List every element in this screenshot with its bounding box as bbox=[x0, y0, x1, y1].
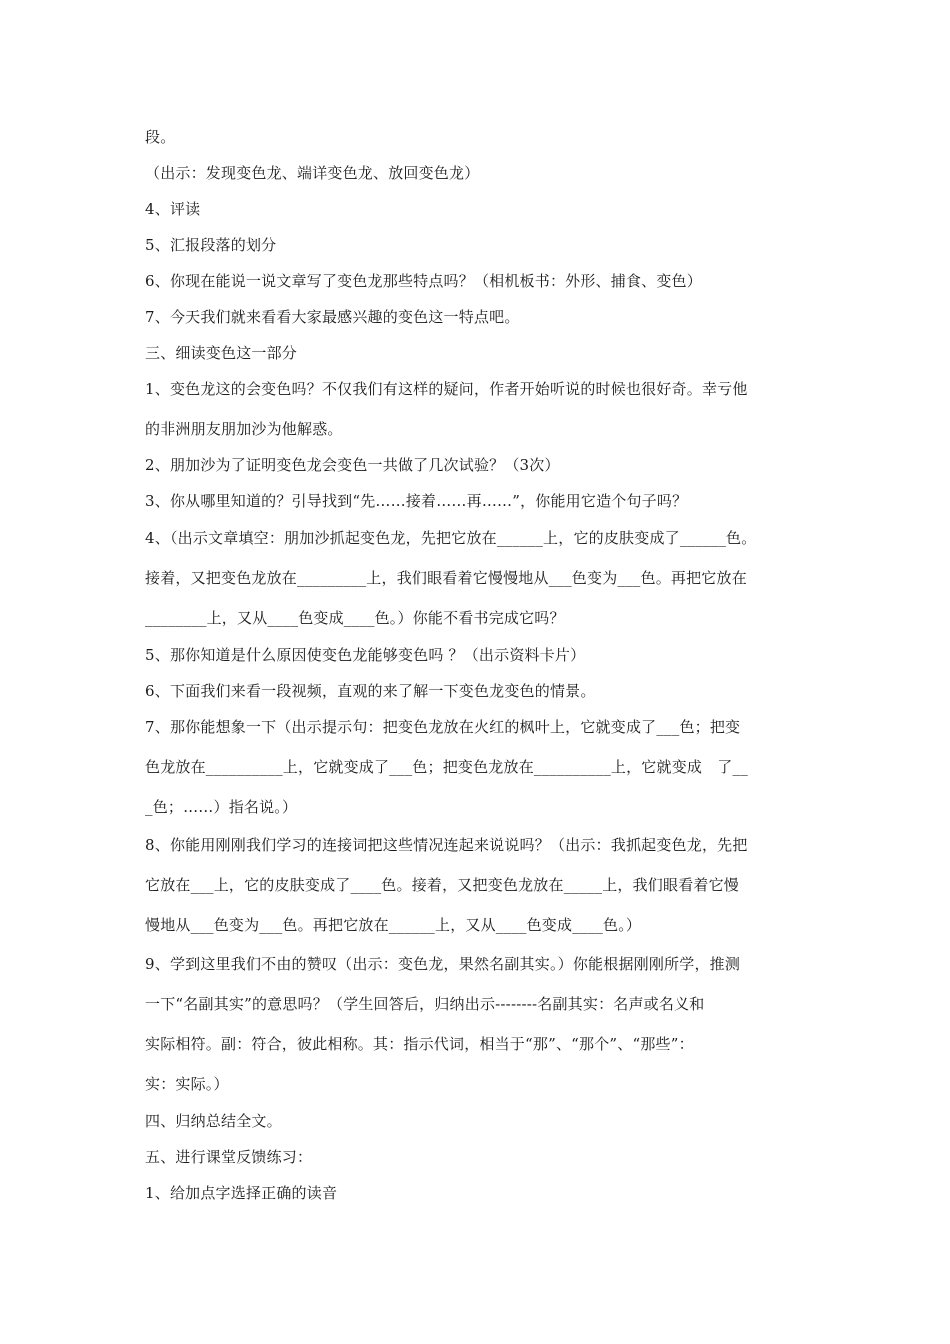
text-line: （出示：发现变色龙、端详变色龙、放回变色龙） bbox=[145, 164, 480, 182]
text-line: 6、下面我们来看一段视频，直观的来了解一下变色龙变色的情景。 bbox=[145, 682, 596, 700]
text-line: 实际相符。副：符合，彼此相称。其：指示代词，相当于“那”、“那个”、“那些”： bbox=[145, 1035, 694, 1053]
text-line: 7、那你能想象一下（出示提示句：把变色龙放在火红的枫叶上，它就变成了___色；把变 bbox=[145, 718, 741, 736]
text-line: 5、那你知道是什么原因使变色龙能够变色吗 ？（出示资料卡片） bbox=[145, 646, 586, 664]
text-line: _色；……）指名说。） bbox=[145, 798, 298, 816]
section-heading: 五、进行课堂反馈练习： bbox=[145, 1148, 313, 1166]
text-line: 一下“名副其实”的意思吗？（学生回答后，归纳出示--------名副其实：名声或名义和 bbox=[145, 995, 705, 1013]
text-line: 1、给加点字选择正确的读音 bbox=[145, 1184, 338, 1202]
text-line: 慢地从___色变为___色。再把它放在______上，又从____色变成____色。） bbox=[145, 916, 642, 934]
text-line: 1、变色龙这的会变色吗？不仅我们有这样的疑问，作者开始听说的时候也很好奇。幸亏他 bbox=[145, 380, 748, 398]
text-line: 段。 bbox=[145, 128, 176, 146]
section-heading: 四、归纳总结全文。 bbox=[145, 1112, 282, 1130]
text-line: 8、你能用刚刚我们学习的连接词把这些情况连起来说说吗？（出示：我抓起变色龙，先把 bbox=[145, 836, 748, 854]
text-line: 5、汇报段落的划分 bbox=[145, 236, 277, 254]
section-heading: 三、细读变色这一部分 bbox=[145, 344, 298, 362]
text-line: 实：实际。） bbox=[145, 1075, 229, 1093]
text-line: 9、学到这里我们不由的赞叹（出示：变色龙，果然名副其实。）你能根据刚刚所学，推测 bbox=[145, 955, 741, 973]
text-line: 它放在___上，它的皮肤变成了____色。接着，又把变色龙放在_____上，我们眼看着它慢 bbox=[145, 876, 740, 894]
text-line: 接着，又把变色龙放在_________上，我们眼看着它慢慢地从___色变为___色。再把它放在 bbox=[145, 569, 747, 587]
text-line: 7、今天我们就来看看大家最感兴趣的变色这一特点吧。 bbox=[145, 308, 520, 326]
text-line: 色龙放在__________上，它就变成了___色；把变色龙放在__________上，它就变成 了__ bbox=[145, 758, 748, 776]
text-line: ________上，又从____色变成____色。）你能不看书完成它吗？ bbox=[145, 609, 565, 627]
text-line: 2、朋加沙为了证明变色龙会变色一共做了几次试验？（3次） bbox=[145, 456, 560, 474]
text-line: 3、你从哪里知道的？引导找到“先……接着……再……”，你能用它造个句子吗？ bbox=[145, 492, 688, 510]
text-line: 4、（出示文章填空：朋加沙抓起变色龙，先把它放在______上，它的皮肤变成了______色。 bbox=[145, 529, 757, 547]
text-line: 4、评读 bbox=[145, 200, 201, 218]
text-line: 的非洲朋友朋加沙为他解惑。 bbox=[145, 420, 343, 438]
text-line: 6、你现在能说一说文章写了变色龙那些特点吗？（相机板书：外形、捕食、变色） bbox=[145, 272, 702, 290]
